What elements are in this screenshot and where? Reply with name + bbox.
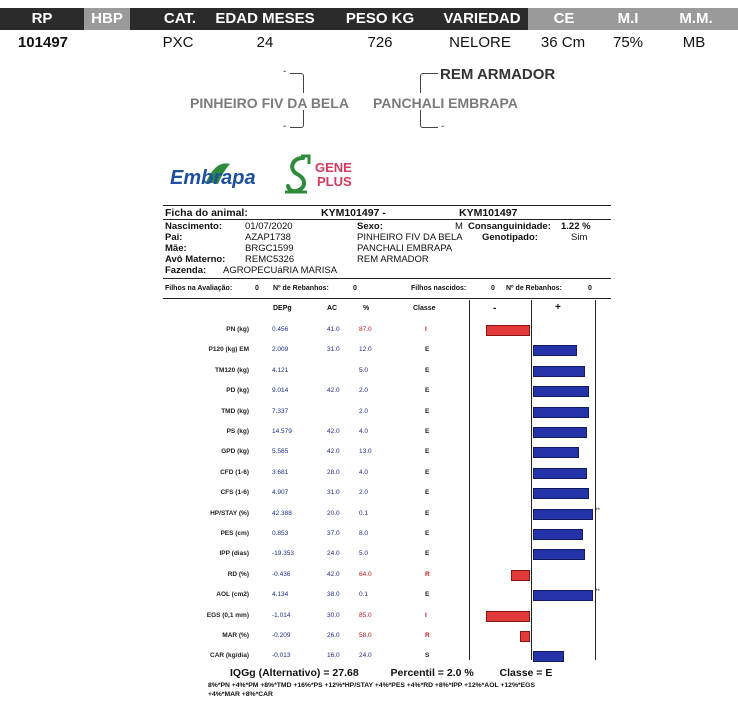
pedigree-dash-a: - [283,66,287,77]
trait-percent: 8.0 [359,530,369,537]
value-edad: 24 [256,34,274,51]
table-row [163,647,611,667]
trait-name: PD (kg) [226,387,249,395]
table-row [163,525,611,545]
iqg-formula: 8%*PN +4%*PM +8%*TMD +16%*PS +12%*HP/STAY +4%*PES +4%*RD +8%*IPP +12%*AOL +12%*EGS +4%*MAR +8%*CAR [208,682,535,698]
dam-name: PANCHALI EMBRAPA [357,243,453,254]
table-row [163,382,611,402]
trait-ac: 24.0 [327,550,340,558]
trait-dep: 5.565 [272,448,289,456]
dep-bar [533,651,564,662]
trait-class: E [425,366,430,374]
report-rule-table [163,298,611,299]
trait-dep: 2.009 [272,346,289,354]
plus-text: PLUS [317,174,352,189]
report-rule-info [163,278,611,279]
trait-class: E [425,387,430,395]
header-variedad: VARIEDAD [443,10,521,27]
table-row [163,545,611,565]
trait-name: PS (kg) [226,428,249,435]
classe-value: Classe = E [499,667,553,679]
value-peso: 726 [367,34,393,51]
pedigree-dash-b: - [283,121,287,132]
farm-label: Fazenda: [165,265,207,276]
header-ce: CE [553,10,575,27]
trait-percent: 5.0 [359,550,369,558]
gene-s-icon [288,158,304,191]
rebanhos2-label: Nº de Rebanhos: [506,285,562,292]
table-row [163,403,611,423]
dep-bar [533,386,589,397]
dep-bar [533,529,583,540]
col-plus-header: + [555,302,561,313]
consang-label: Consanguinidade: [468,221,551,232]
report-rule-title [163,219,611,220]
trait-name: GPD (kg) [221,448,249,456]
genot-value: Sim [571,232,588,243]
trait-percent: 2.0 [359,407,369,415]
trait-name: AOL (cm2) [216,591,249,599]
header-band [0,8,738,30]
trait-class: E [425,407,430,415]
trait-percent: 64.0 [359,570,372,578]
birth-value: 01/07/2020 [245,221,293,232]
embrapa-wordmark: Embrapa [170,167,256,189]
trait-name: PES (cm) [220,530,249,537]
rebanhos2-value: 0 [588,285,592,292]
pedigree-sire: PINHEIRO FIV DA BELA [190,95,349,111]
trait-ac: 26.0 [327,632,340,639]
dep-bar [533,345,577,356]
embrapa-logo [168,158,260,192]
dep-bar [533,488,589,499]
trait-dep: -1.014 [272,611,291,619]
filhos-aval-value: 0 [255,285,259,292]
genot-label: Genotipado: [482,232,538,243]
table-row [163,566,611,586]
col-ac-header: AC [327,305,338,312]
trait-name: PN (kg) [226,326,249,333]
trait-dep: 7.337 [272,407,289,415]
report-rule-top [163,205,611,206]
table-row [163,627,611,647]
dep-bar [533,509,593,520]
trait-dep: 0.853 [272,530,289,537]
value-ce: 36 Cm [540,34,586,51]
header-edad: EDAD MESES [215,10,315,27]
trait-name: CAR (kg/dia) [210,652,249,660]
dep-bar [533,427,587,438]
trait-percent: 5.0 [359,366,369,374]
trait-ac: 30.0 [327,611,340,619]
gene-text: GENE [315,160,352,175]
value-mi: 75% [612,34,644,51]
trait-ac: 16.0 [327,652,340,660]
sire-id: AZAP1738 [245,232,291,243]
trait-dep: -0.436 [272,570,291,578]
pedigree-line-top [290,73,304,93]
pedigree-line-mgd [420,110,438,128]
trait-dep: -19.353 [272,550,295,558]
trait-name: RD (%) [227,570,249,578]
trait-class: E [425,489,430,497]
mgs-id: REMC5326 [245,254,295,265]
col-cls-header: Classe [413,305,436,312]
trait-ac: 31.0 [327,346,340,354]
trait-dep: 14.579 [272,428,292,435]
trait-star: ** [595,589,600,596]
iqg-value: IQGg (Alternativo) = 27.68 [230,667,359,679]
trait-class: E [425,509,430,517]
trait-dep: 4.121 [272,366,289,374]
rebanhos1-value: 0 [353,285,357,292]
trait-name: P120 (kg) EM [208,346,249,354]
trait-name: TMD (kg) [221,407,249,415]
iqg-summary [230,667,552,679]
trait-ac: 37.0 [327,530,340,537]
dep-bar [533,407,589,418]
trait-dep: 4.907 [272,489,289,497]
trait-dep: -0.209 [272,632,291,639]
header-cat: CAT. [163,10,197,27]
trait-name: IPP (dias) [219,550,249,558]
trait-dep: 9.014 [272,387,289,395]
header-rp: RP [31,10,53,27]
dep-bar [533,447,579,458]
trait-star: ** [595,507,600,514]
pedigree-dash-c: - [441,121,445,132]
trait-class: R [425,570,430,578]
trait-class: E [425,530,430,537]
trait-dep: 4.134 [272,591,289,599]
trait-percent: 85.0 [359,611,372,619]
dep-bar [520,631,530,642]
trait-ac: 41.0 [327,326,340,333]
table-row [163,362,611,382]
trait-percent: 58.0 [359,632,372,639]
filhos-aval-label: Filhos na Avaliação: [165,285,233,292]
dep-bar [533,468,587,479]
trait-dep: 3.681 [272,468,289,476]
dep-bar [533,549,585,560]
farm-value: AGROPECUáRIA MARISA [223,265,338,276]
trait-percent: 4.0 [359,428,369,435]
table-row [163,505,611,525]
trait-name: MAR (%) [222,632,249,639]
trait-ac: 42.0 [327,387,340,395]
dep-bar [533,590,593,601]
trait-percent: 0.1 [359,591,369,599]
dep-bar [511,570,530,581]
trait-ac: 31.0 [327,489,340,497]
animal-report [163,205,611,660]
trait-name: CFD (1-6) [220,468,249,476]
trait-ac: 42.0 [327,428,340,435]
percentil-value: Percentil = 2.0 % [390,667,474,679]
trait-class: E [425,428,430,435]
trait-name: CFS (1-6) [220,489,249,497]
dep-bar [486,611,530,622]
trait-percent: 2.0 [359,387,369,395]
sire-name: PINHEIRO FIV DA BELA [357,232,463,243]
table-row [163,423,611,443]
trait-class: E [425,550,430,558]
header-peso: PESO KG [345,10,415,27]
col-dep-header: DEPg [273,305,292,312]
pedigree-line-mgs [420,73,438,93]
col-minus-header: - [493,303,497,314]
trait-name: EGS (0,1 mm) [206,611,249,619]
dep-bar [533,366,585,377]
report-title-id2: KYM101497 [459,207,518,219]
trait-class: I [425,611,427,619]
pedigree-line-bottom [290,110,304,128]
trait-ac: 38.0 [327,591,340,599]
trait-dep: 0.456 [272,326,289,333]
consang-value: 1.22 % [561,221,591,232]
trait-percent: 13.0 [359,448,372,456]
trait-name: TM120 (kg) [215,366,249,374]
pedigree-maternal-grandsire: REM ARMADOR [440,66,556,83]
trait-class: E [425,448,430,456]
table-row [163,607,611,627]
trait-class: E [425,468,430,476]
birth-label: Nascimento: [165,221,223,232]
mgs-name: REM ARMADOR [357,254,429,265]
trait-dep: -0.013 [272,652,291,660]
value-cat: PXC [162,34,194,51]
trait-ac: 20.0 [327,509,340,517]
trait-class: E [425,346,430,354]
pedigree-dam: PANCHALI EMBRAPA [373,95,518,111]
geneplus-logo [285,152,375,196]
dep-bar [486,325,530,336]
sire-label: Pai: [165,232,183,243]
dam-label: Mãe: [165,243,187,254]
report-title-label: Ficha do animal: [165,207,248,219]
report-title-id1: KYM101497 - [321,207,386,219]
trait-class: R [425,632,430,639]
trait-percent: 87.0 [359,326,372,333]
trait-percent: 0.1 [359,509,369,517]
trait-class: S [425,652,430,660]
rebanhos1-label: Nº de Rebanhos: [273,285,329,292]
header-hbp: HBP [91,10,123,27]
filhos-nasc-value: 0 [491,285,495,292]
table-row [163,443,611,463]
embrapa-logo-art [168,158,260,192]
trait-percent: 2.0 [359,489,369,497]
table-row [163,321,611,341]
trait-ac: 42.0 [327,570,340,578]
table-row [163,464,611,484]
trait-percent: 24.0 [359,652,372,660]
trait-dep: 42.388 [272,509,292,517]
col-pct-header: % [363,305,370,312]
table-row [163,586,611,606]
geneplus-logo-art [285,152,375,196]
trait-percent: 12.0 [359,346,372,354]
value-variedad: NELORE [449,34,511,51]
trait-name: HP/STAY (%) [210,509,249,517]
header-mi: M.I [617,10,639,27]
table-row [163,341,611,361]
value-rp: 101497 [17,34,69,51]
value-mm: MB [682,34,706,51]
filhos-nasc-label: Filhos nascidos: [411,285,467,292]
dam-id: BRGC1599 [245,243,294,254]
header-mm: M.M. [679,10,713,27]
table-row [163,484,611,504]
sex-value: M [455,221,463,232]
trait-ac: 28.0 [327,468,340,476]
trait-ac: 42.0 [327,448,340,456]
trait-class: I [425,326,427,333]
trait-class: E [425,591,430,599]
sex-label: Sexo: [357,221,383,232]
mgs-label: Avô Materno: [165,254,226,265]
trait-percent: 4.0 [359,468,369,476]
